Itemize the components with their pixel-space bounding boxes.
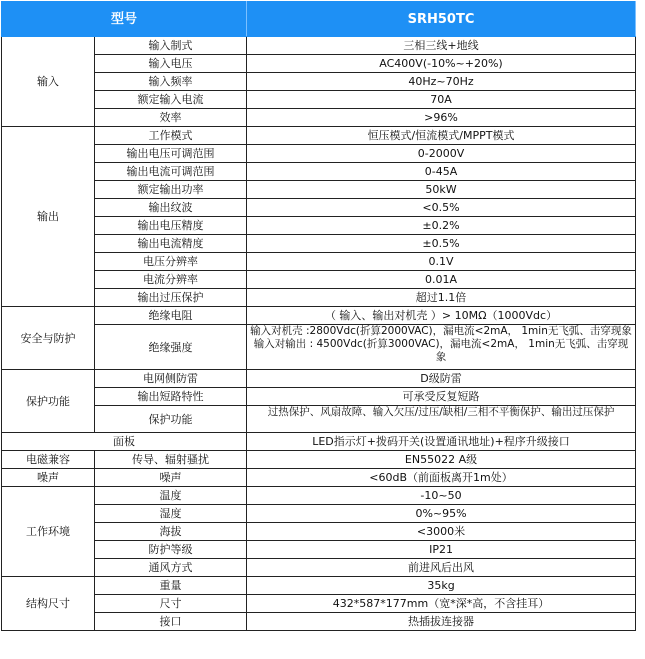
group-noise: 噪声 — [2, 469, 95, 487]
row-label: 输出纹波 — [95, 199, 247, 217]
row-value: LED指示灯+拨码开关(设置通讯地址)+程序升级接口 — [247, 433, 636, 451]
row-label: 湿度 — [95, 505, 247, 523]
row-label: 输出电压可调范围 — [95, 145, 247, 163]
table-row — [2, 406, 636, 433]
group-output: 输出 — [2, 127, 95, 307]
row-label: 绝缘强度 — [95, 325, 247, 370]
row-label: 输出短路特性 — [95, 388, 247, 406]
table-row — [2, 433, 636, 451]
row-value: -10~50 — [247, 487, 636, 505]
table-row — [2, 370, 636, 388]
table-row — [2, 487, 636, 505]
table-row — [2, 451, 636, 469]
table-row — [2, 217, 636, 235]
table-row — [2, 73, 636, 91]
table-row — [2, 595, 636, 613]
row-value: AC400V(-10%~+20%) — [247, 55, 636, 73]
row-label: 保护功能 — [95, 406, 247, 433]
row-value: 432*587*177mm（宽*深*高，不含挂耳） — [247, 595, 636, 613]
row-label: 电流分辨率 — [95, 271, 247, 289]
row-label: 输入频率 — [95, 73, 247, 91]
row-value: 恒压模式/恒流模式/MPPT模式 — [247, 127, 636, 145]
table-row — [2, 388, 636, 406]
table-row — [2, 559, 636, 577]
row-label: 电网侧防雷 — [95, 370, 247, 388]
group-emc: 电磁兼容 — [2, 451, 95, 469]
row-value: EN55022 A级 — [247, 451, 636, 469]
row-value: 前进风后出风 — [247, 559, 636, 577]
row-value: 超过1.1倍 — [247, 289, 636, 307]
row-value: 50kW — [247, 181, 636, 199]
table-row — [2, 271, 636, 289]
row-value: 可承受反复短路 — [247, 388, 636, 406]
row-value: D级防雷 — [247, 370, 636, 388]
row-value: IP21 — [247, 541, 636, 559]
group-safety: 安全与防护 — [2, 307, 95, 370]
row-value: ±0.2% — [247, 217, 636, 235]
row-value: 0-2000V — [247, 145, 636, 163]
table-row — [2, 145, 636, 163]
table-row — [2, 37, 636, 55]
row-value: <3000米 — [247, 523, 636, 541]
row-label: 面板 — [2, 433, 247, 451]
row-label: 输出电流精度 — [95, 235, 247, 253]
row-label: 重量 — [95, 577, 247, 595]
row-value: （ 输入、输出对机壳 ）> 10MΩ（1000Vdc） — [247, 307, 636, 325]
group-environment: 工作环境 — [2, 487, 95, 577]
table-row — [2, 505, 636, 523]
row-value: >96% — [247, 109, 636, 127]
row-label: 额定输出功率 — [95, 181, 247, 199]
table-header — [2, 2, 636, 37]
table-row — [2, 469, 636, 487]
table-row — [2, 253, 636, 271]
row-value: <60dB（前面板离开1m处） — [247, 469, 636, 487]
table-row — [2, 541, 636, 559]
table-row — [2, 325, 636, 370]
table-row — [2, 127, 636, 145]
row-label: 效率 — [95, 109, 247, 127]
header-model-value: SRH50TC — [247, 2, 636, 37]
row-label: 接口 — [95, 613, 247, 631]
row-value — [247, 325, 636, 370]
table-row — [2, 109, 636, 127]
table-row — [2, 91, 636, 109]
row-value: 热插拔连接器 — [247, 613, 636, 631]
spec-table — [1, 1, 636, 631]
group-structure: 结构尺寸 — [2, 577, 95, 631]
row-value: <0.5% — [247, 199, 636, 217]
header-model-label: 型号 — [2, 2, 247, 37]
row-label: 海拔 — [95, 523, 247, 541]
row-label: 输入制式 — [95, 37, 247, 55]
row-value: 40Hz~70Hz — [247, 73, 636, 91]
row-label: 工作模式 — [95, 127, 247, 145]
row-value: 0.01A — [247, 271, 636, 289]
row-value: ±0.5% — [247, 235, 636, 253]
row-label: 输出电流可调范围 — [95, 163, 247, 181]
table-row — [2, 199, 636, 217]
row-value: 35kg — [247, 577, 636, 595]
table-row — [2, 307, 636, 325]
group-protection: 保护功能 — [2, 370, 95, 433]
row-label: 尺寸 — [95, 595, 247, 613]
insulation-strength-text: 输入对机壳 :2800Vdc(折算2000VAC)，漏电流<2mA， 1min无飞弧、击穿现象 输入对输出 : 4500Vdc(折算3000VAC)，漏电流<2mA， 1min无飞弧、击穿现象 — [250, 325, 632, 363]
row-label: 电压分辨率 — [95, 253, 247, 271]
row-label: 通风方式 — [95, 559, 247, 577]
row-value: 70A — [247, 91, 636, 109]
table-row — [2, 181, 636, 199]
table-row — [2, 235, 636, 253]
row-label: 额定输入电流 — [95, 91, 247, 109]
row-label: 输出电压精度 — [95, 217, 247, 235]
row-value: 0%~95% — [247, 505, 636, 523]
row-label: 防护等级 — [95, 541, 247, 559]
group-input: 输入 — [2, 37, 95, 127]
table-row — [2, 613, 636, 631]
table-row — [2, 523, 636, 541]
row-value: 三相三线+地线 — [247, 37, 636, 55]
row-value: 0.1V — [247, 253, 636, 271]
row-label: 绝缘电阻 — [95, 307, 247, 325]
row-label: 传导、辐射骚扰 — [95, 451, 247, 469]
row-value — [247, 406, 636, 433]
protection-functions-text: 过热保护、风扇故障、输入欠压/过压/缺相/三相不平衡保护、输出过压保护 — [267, 406, 615, 418]
row-label: 温度 — [95, 487, 247, 505]
row-label: 输出过压保护 — [95, 289, 247, 307]
table-row — [2, 577, 636, 595]
row-label: 噪声 — [95, 469, 247, 487]
row-label: 输入电压 — [95, 55, 247, 73]
table-row — [2, 55, 636, 73]
row-value: 0-45A — [247, 163, 636, 181]
table-row — [2, 289, 636, 307]
table-row — [2, 163, 636, 181]
